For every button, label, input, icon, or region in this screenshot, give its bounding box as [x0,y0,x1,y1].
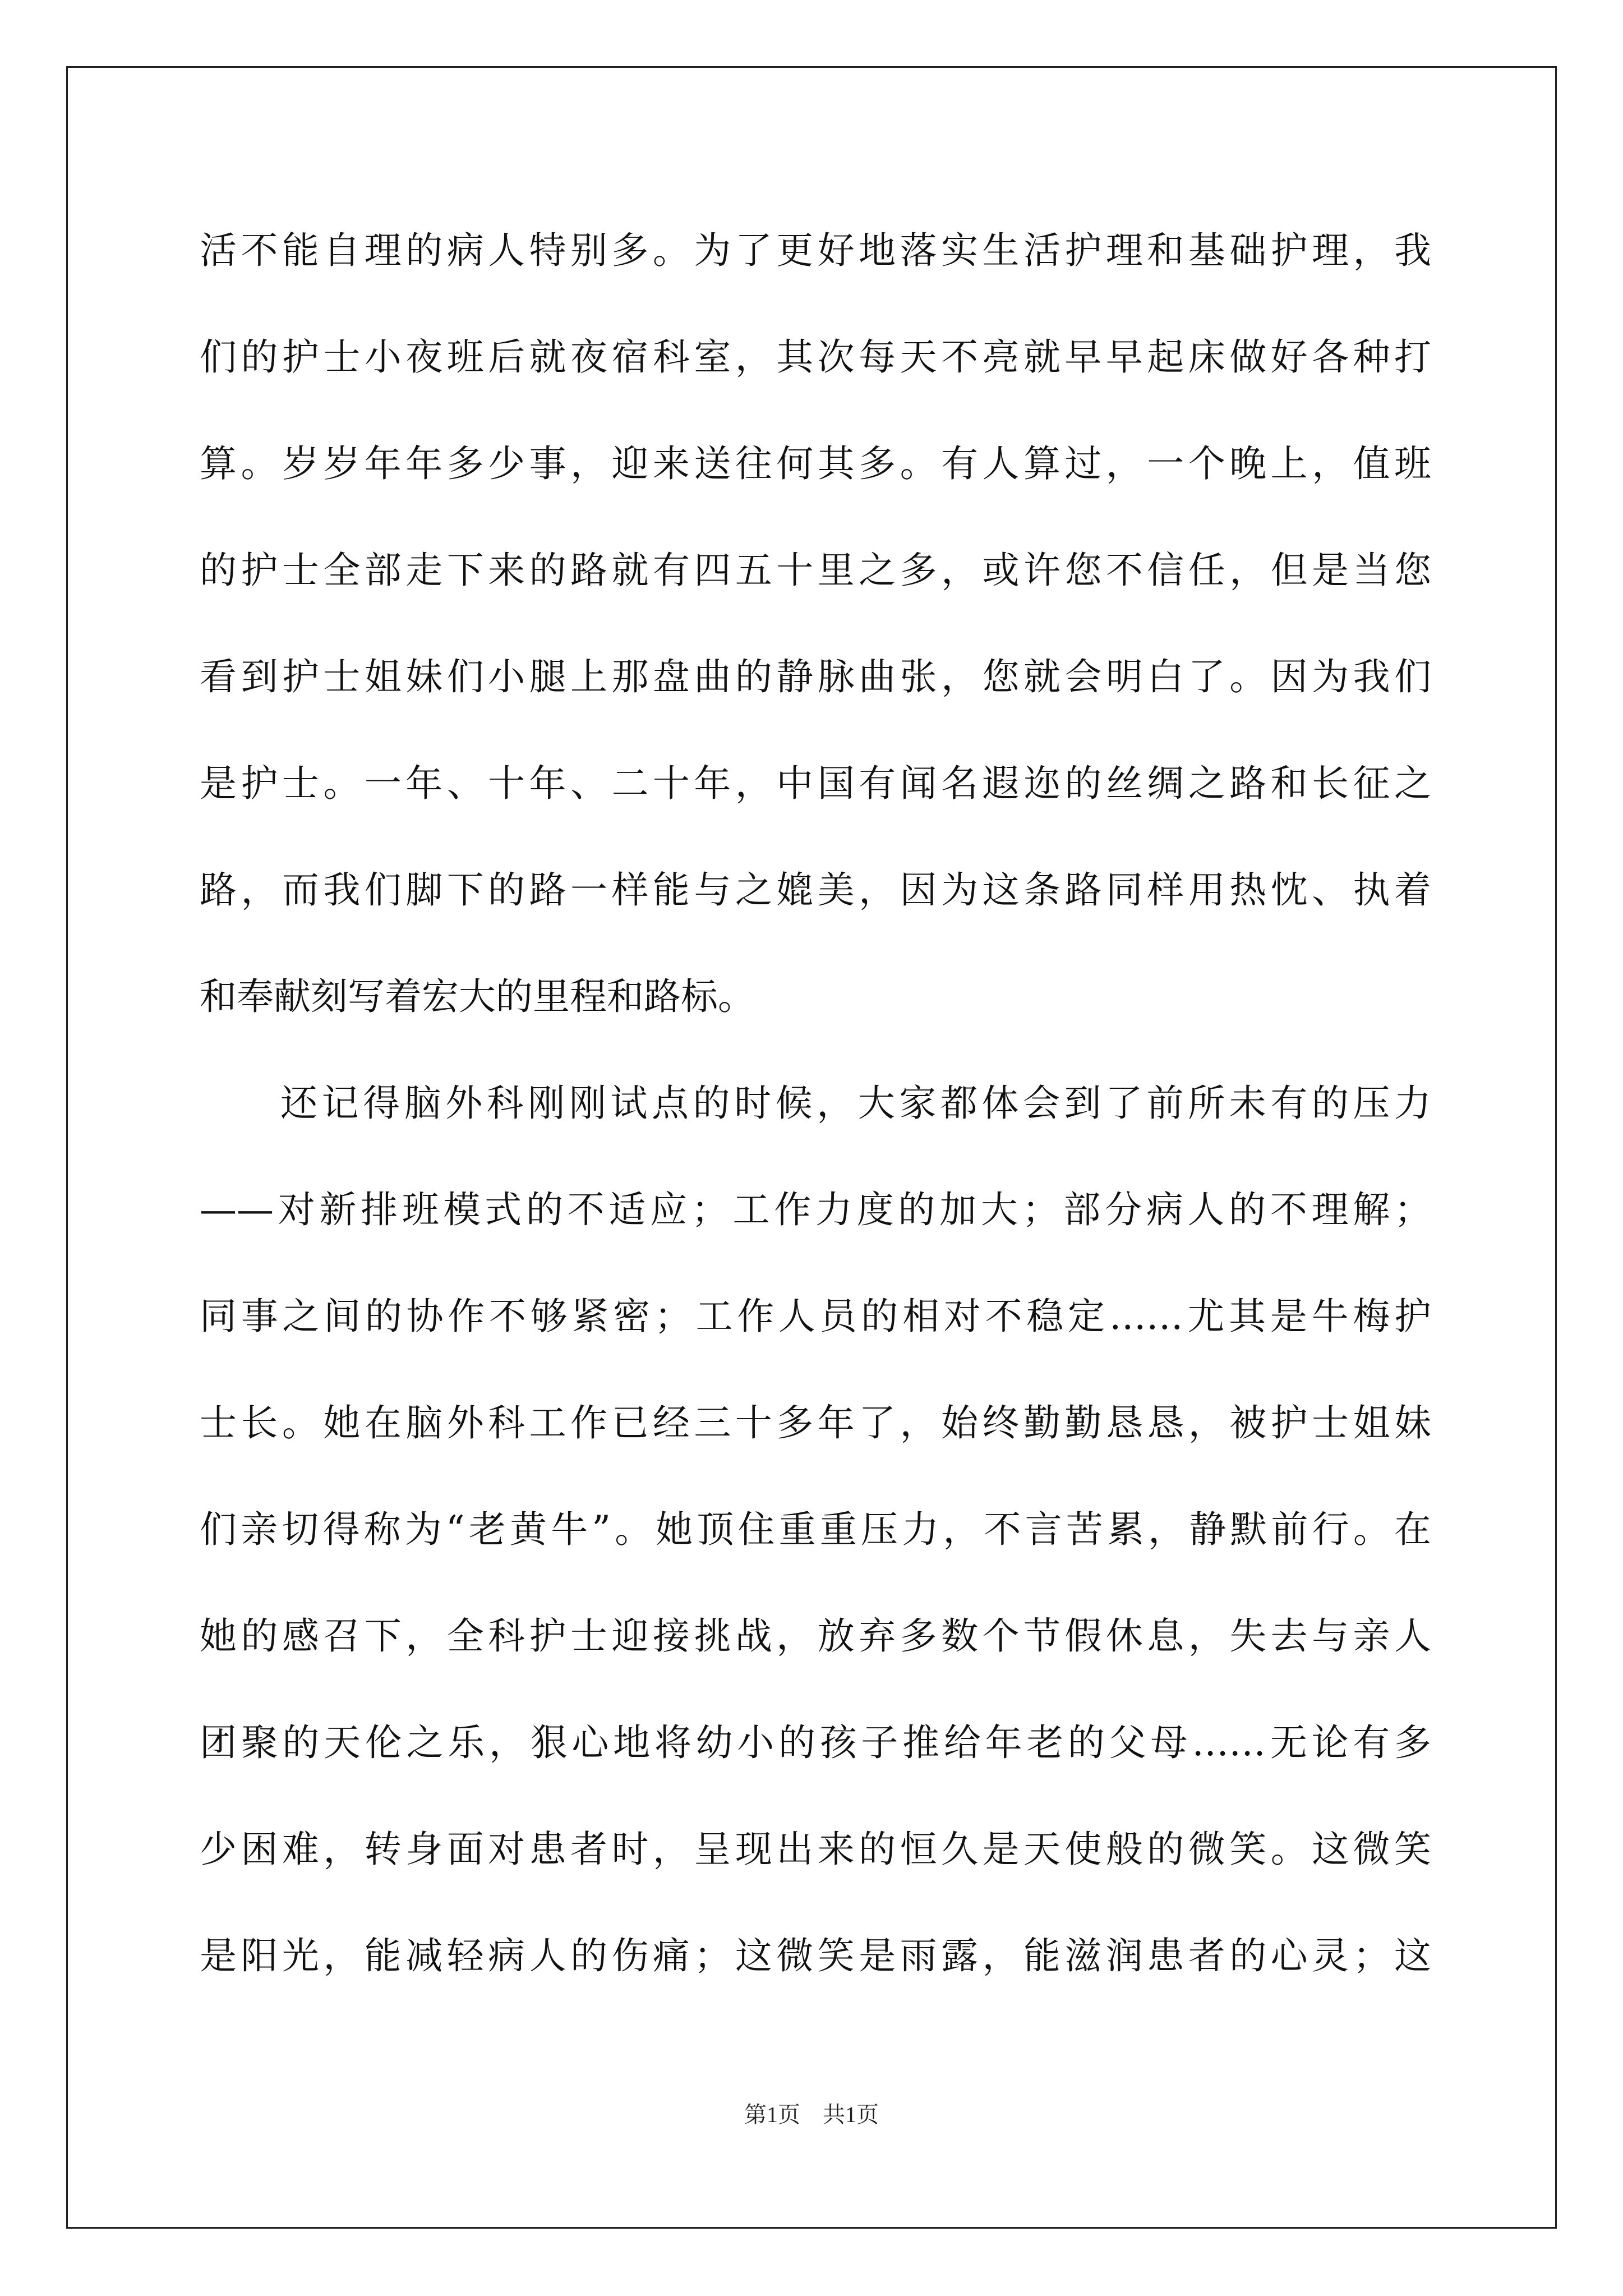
page-number: 第1页 [744,2102,800,2127]
text-line: 她的感召下，全科护士迎接挑战，放弃多数个节假休息，失去与亲人 [200,1614,1431,1658]
text-line: 路，而我们脚下的路一样能与之媲美，因为这条路同样用热忱、执着 [200,868,1431,912]
text-line: 是阳光，能减轻病人的伤痛；这微笑是雨露，能滋润患者的心灵；这 [200,1934,1431,1977]
text-line: 和奉献刻写着宏大的里程和路标。 [200,975,755,1018]
page-border [66,66,1557,2229]
page-footer [0,2098,1623,2132]
text-line: 算。岁岁年年多少事，迎来送往何其多。有人算过，一个晚上，值班 [200,442,1431,485]
text-line: 士长。她在脑外科工作已经三十多年了，始终勤勤恳恳，被护士姐妹 [200,1401,1431,1444]
text-line: 还记得脑外科刚刚试点的时候，大家都体会到了前所未有的压力 [280,1082,1431,1125]
text-line: 们亲切得称为“老黄牛”。她顶住重重压力，不言苦累，静默前行。在 [200,1508,1431,1551]
text-line: 们的护士小夜班后就夜宿科室，其次每天不亮就早早起床做好各种打 [200,335,1431,379]
text-line: 活不能自理的病人特别多。为了更好地落实生活护理和基础护理，我 [200,229,1431,272]
text-line: 少困难，转身面对患者时，呈现出来的恒久是天使般的微笑。这微笑 [200,1828,1431,1871]
text-line: 同事之间的协作不够紧密；工作人员的相对不稳定……尤其是牛梅护 [200,1295,1431,1338]
text-line: 看到护士姐妹们小腿上那盘曲的静脉曲张，您就会明白了。因为我们 [200,655,1431,698]
text-line: 团聚的天伦之乐，狠心地将幼小的孩子推给年老的父母……无论有多 [200,1721,1431,1764]
page-total: 共1页 [823,2102,879,2127]
text-line: ——对新排班模式的不适应；工作力度的加大；部分病人的不理解； [200,1188,1431,1231]
text-line: 的护士全部走下来的路就有四五十里之多，或许您不信任，但是当您 [200,549,1431,592]
text-line: 是护士。一年、十年、二十年，中国有闻名遐迩的丝绸之路和长征之 [200,762,1431,805]
